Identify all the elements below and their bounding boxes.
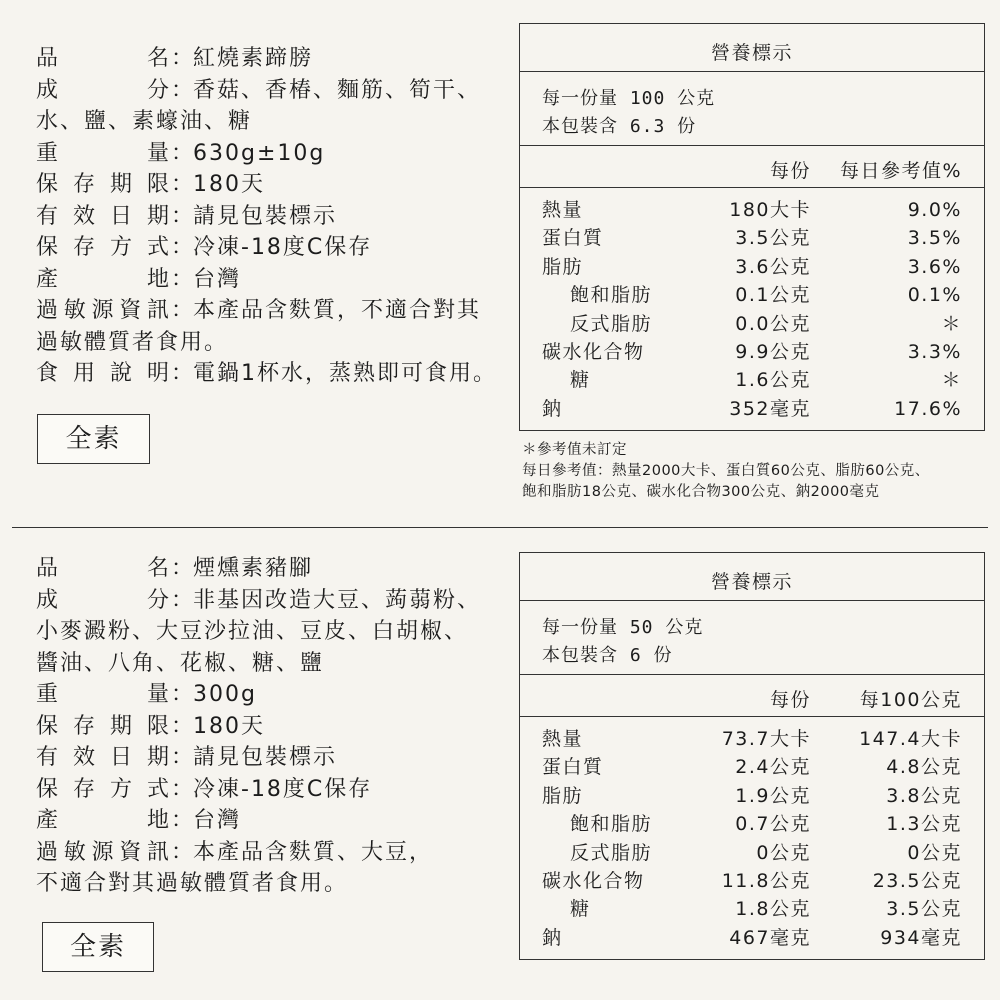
nutrition-row	[520, 338, 984, 366]
info-value: 煙燻素豬腳	[193, 556, 314, 581]
note-line: ＊參考值未訂定	[522, 442, 627, 458]
nutrient-value-per-serving: 9.9公克	[735, 341, 811, 363]
nutrient-name: 鈉	[542, 926, 563, 949]
serving-size: 每一份量 50 公克	[542, 617, 704, 638]
nutrition-panel-1	[519, 23, 985, 431]
nutrient-name: 蛋白質	[542, 227, 604, 250]
info-value: 非基因改造大豆、蒟蒻粉、	[193, 587, 482, 613]
info-line	[36, 106, 497, 138]
nutrient-name: 糖	[570, 369, 591, 392]
info-line	[36, 868, 481, 900]
nutrition-row	[520, 395, 984, 423]
info-line	[36, 201, 497, 233]
info-line	[36, 616, 481, 648]
info-line	[36, 358, 497, 390]
colon: ：	[171, 77, 196, 103]
nutrition-row	[520, 310, 984, 338]
nutrient-value-per-serving: 467毫克	[729, 926, 811, 949]
info-value: 冷凍-18度C保存	[193, 235, 373, 260]
info-value: 台灣	[193, 808, 242, 833]
info-label: 過敏源資訊	[36, 839, 171, 865]
note-line: 飽和脂肪18公克、碳水化合物300公克、鈉2000毫克	[522, 484, 880, 500]
info-line	[36, 648, 481, 680]
info-value: 小麥澱粉、大豆沙拉油、豆皮、白胡椒、	[36, 619, 469, 644]
nutrition-row	[520, 253, 984, 281]
nutrition-title: 營養標示	[710, 42, 793, 64]
nutrient-value-per-serving: 0.1公克	[735, 284, 811, 307]
vegan-badge: 全素	[42, 922, 154, 972]
info-value: 台灣	[193, 266, 242, 292]
info-label: 保存方式	[36, 776, 171, 802]
nutrient-name: 飽和脂肪	[570, 284, 653, 307]
info-line	[36, 43, 497, 75]
info-label: 保存期限	[36, 172, 171, 197]
nutrient-value-per-serving: 3.5公克	[735, 227, 811, 250]
panel-divider	[520, 145, 984, 146]
info-label: 成分	[36, 77, 171, 103]
panel-divider	[520, 600, 984, 601]
info-label: 過敏源資訊	[36, 298, 171, 323]
nutrient-name: 碳水化合物	[542, 870, 645, 892]
servings-per-package: 本包裝含 6.3 份	[542, 116, 697, 137]
nutrient-value-col2: 9.0%	[907, 199, 962, 221]
nutrient-value-col2: 0公克	[907, 841, 962, 864]
nutrient-name: 脂肪	[542, 255, 584, 278]
nutrient-value-per-serving: 2.4公克	[735, 756, 811, 779]
info-value: 香菇、香椿、麵筋、筍干、	[193, 77, 482, 103]
info-line	[36, 264, 497, 296]
product-info-2	[36, 553, 481, 900]
colon: ：	[171, 839, 196, 865]
info-value: 300g	[193, 682, 257, 707]
nutrient-name: 飽和脂肪	[570, 813, 653, 836]
nutrition-row	[520, 753, 984, 781]
colon: ：	[171, 298, 196, 323]
nutrient-value-per-serving: 3.6公克	[735, 255, 811, 278]
info-line	[36, 585, 481, 617]
info-value: 請見包裝標示	[193, 203, 338, 229]
colon: ：	[171, 172, 196, 197]
nutrient-value-col2: ＊	[941, 312, 962, 335]
nutrient-name: 碳水化合物	[542, 341, 645, 363]
nutrient-value-per-serving: 180大卡	[729, 199, 811, 221]
nutrient-value-per-serving: 73.7大卡	[721, 728, 811, 750]
info-value: 本產品含麩質，不適合對其	[193, 298, 482, 323]
nutrition-row	[520, 839, 984, 867]
info-value: 冷凍-18度C保存	[193, 776, 373, 802]
colon: ：	[171, 713, 196, 739]
nutrient-value-col2: 1.3公克	[886, 813, 962, 836]
info-label: 重量	[36, 140, 171, 166]
nutrient-name: 反式脂肪	[570, 841, 653, 864]
column-header-per-100g: 每100公克	[859, 689, 962, 711]
colon: ：	[171, 361, 196, 386]
nutrient-value-col2: ＊	[941, 369, 962, 392]
colon: ：	[171, 587, 196, 613]
nutrient-name: 熱量	[542, 728, 584, 750]
info-label: 品名	[36, 556, 171, 581]
info-value: 過敏體質者食用。	[36, 329, 229, 355]
nutrition-row	[520, 867, 984, 895]
panel-divider	[520, 674, 984, 675]
colon: ：	[171, 140, 196, 166]
info-line	[36, 742, 481, 774]
nutrition-row	[520, 810, 984, 838]
colon: ：	[171, 235, 196, 260]
info-label: 重量	[36, 682, 171, 707]
nutrient-value-per-serving: 352毫克	[729, 397, 811, 420]
nutrient-value-col2: 3.5%	[907, 227, 962, 250]
nutrient-name: 蛋白質	[542, 756, 604, 779]
nutrient-name: 脂肪	[542, 784, 584, 807]
info-label: 食用說明	[36, 361, 171, 386]
nutrient-value-per-serving: 1.8公克	[735, 898, 811, 921]
nutrition-title: 營養標示	[710, 571, 793, 593]
info-label: 產地	[36, 808, 171, 833]
nutrition-row	[520, 895, 984, 923]
info-value: 醬油、八角、花椒、糖、鹽	[36, 650, 325, 676]
info-label: 品名	[36, 46, 171, 71]
info-value: 不適合對其過敏體質者食用。	[36, 871, 349, 896]
info-line	[36, 138, 497, 170]
info-line	[36, 295, 497, 327]
nutrient-name: 熱量	[542, 199, 584, 221]
info-value: 630g±10g	[193, 140, 326, 166]
nutrient-value-per-serving: 1.9公克	[735, 784, 811, 807]
nutrient-value-col2: 23.5公克	[872, 870, 962, 892]
product-info-1	[36, 43, 497, 390]
nutrient-value-per-serving: 1.6公克	[735, 369, 811, 392]
nutrient-value-col2: 147.4大卡	[859, 728, 962, 750]
info-line	[36, 679, 481, 711]
info-value: 電鍋1杯水，蒸熟即可食用。	[193, 361, 497, 386]
info-line	[36, 169, 497, 201]
info-line	[36, 232, 497, 264]
panel-divider	[520, 716, 984, 717]
nutrient-value-per-serving: 0.7公克	[735, 813, 811, 836]
colon: ：	[171, 46, 196, 71]
column-header-daily-value: 每日參考值%	[839, 160, 962, 182]
info-line	[36, 711, 481, 743]
info-line	[36, 837, 481, 869]
nutrient-value-per-serving: 11.8公克	[721, 870, 811, 892]
colon: ：	[171, 682, 196, 707]
nutrient-name: 鈉	[542, 397, 563, 420]
nutrient-value-col2: 0.1%	[907, 284, 962, 307]
info-line	[36, 75, 497, 107]
info-label: 保存期限	[36, 713, 171, 739]
note-line: 每日參考值：熱量2000大卡、蛋白質60公克、脂肪60公克、	[522, 463, 930, 479]
info-line	[36, 805, 481, 837]
nutrient-name: 糖	[570, 898, 591, 921]
colon: ：	[171, 808, 196, 833]
nutrition-row	[520, 725, 984, 753]
vegan-badge: 全素	[37, 414, 150, 464]
serving-size: 每一份量 100 公克	[542, 88, 716, 109]
nutrient-value-col2: 3.3%	[907, 341, 962, 363]
nutrition-row	[520, 224, 984, 252]
info-label: 有效日期	[36, 203, 171, 229]
colon: ：	[171, 776, 196, 802]
panel-divider	[520, 71, 984, 72]
nutrition-row	[520, 782, 984, 810]
info-label: 保存方式	[36, 235, 171, 260]
column-header-per-serving: 每份	[769, 160, 811, 182]
nutrient-value-col2: 3.5公克	[886, 898, 962, 921]
info-label: 產地	[36, 266, 171, 292]
nutrient-value-col2: 3.6%	[907, 255, 962, 278]
nutrient-name: 反式脂肪	[570, 312, 653, 335]
info-value: 180天	[193, 713, 265, 739]
colon: ：	[171, 556, 196, 581]
nutrition-row	[520, 366, 984, 394]
info-line	[36, 553, 481, 585]
panel-divider	[520, 187, 984, 188]
nutrition-row	[520, 196, 984, 224]
info-value: 請見包裝標示	[193, 745, 338, 770]
nutrient-value-per-serving: 0公克	[756, 841, 811, 864]
nutrient-value-col2: 4.8公克	[886, 756, 962, 779]
nutrient-value-per-serving: 0.0公克	[735, 312, 811, 335]
nutrient-value-col2: 934毫克	[880, 926, 962, 949]
info-line	[36, 774, 481, 806]
servings-per-package: 本包裝含 6 份	[542, 645, 673, 666]
info-label: 有效日期	[36, 745, 171, 770]
nutrient-value-col2: 3.8公克	[886, 784, 962, 807]
info-line	[36, 327, 497, 359]
nutrient-value-col2: 17.6%	[894, 397, 962, 420]
colon: ：	[171, 266, 196, 292]
nutrition-row	[520, 924, 984, 952]
nutrition-panel-2	[519, 552, 985, 960]
info-value: 水、鹽、素蠔油、糖	[36, 109, 253, 134]
info-label: 成分	[36, 587, 171, 613]
colon: ：	[171, 745, 196, 770]
info-value: 本產品含麩質、大豆，	[193, 839, 434, 865]
nutrition-row	[520, 281, 984, 309]
info-value: 180天	[193, 172, 265, 197]
section-divider	[12, 527, 988, 528]
colon: ：	[171, 203, 196, 229]
info-value: 紅燒素蹄膀	[193, 46, 314, 71]
column-header-per-serving: 每份	[769, 689, 811, 711]
nutrition-notes	[522, 440, 930, 503]
